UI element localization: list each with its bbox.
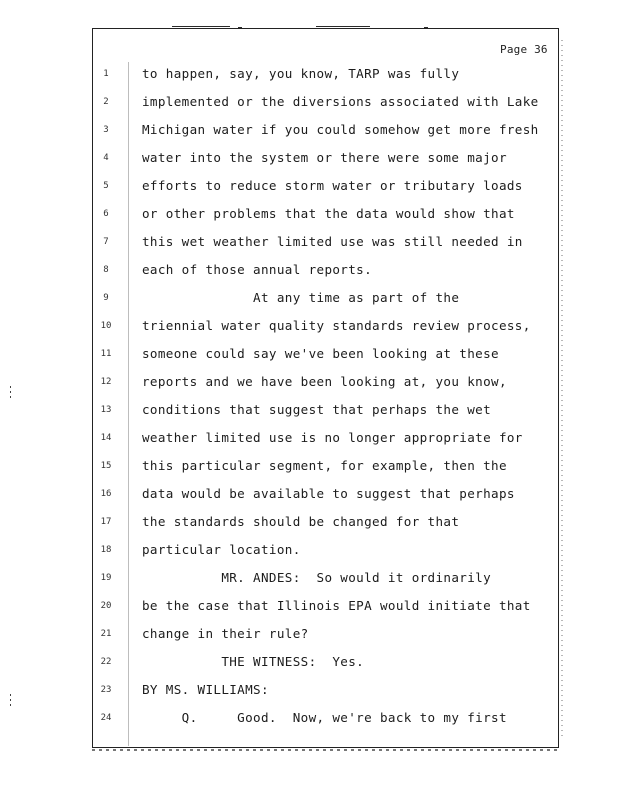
line-number: 20 [100,601,112,611]
transcript-line [98,704,558,732]
scan-edge-noise [10,694,11,708]
transcript-body [98,60,558,732]
line-number: 15 [100,461,112,471]
line-text: the standards should be changed for that [142,514,460,529]
transcript-line [98,88,558,116]
line-text: to happen, say, you know, TARP was fully [142,66,460,81]
line-text: triennial water quality standards review process, [142,318,531,333]
line-text: particular location. [142,542,301,557]
line-number: 3 [103,125,109,135]
line-number: 19 [100,573,112,583]
line-number: 24 [100,713,112,723]
line-text: reports and we have been looking at, you know, [142,374,507,389]
line-number: 9 [103,293,109,303]
transcript-line [98,228,558,256]
line-text: Michigan water if you could somehow get more fresh [142,122,539,137]
transcript-line [98,452,558,480]
transcript-line [98,368,558,396]
line-text: efforts to reduce storm water or tributary loads [142,178,523,193]
page-number: Page 36 [500,43,548,56]
line-text: or other problems that the data would show that [142,206,515,221]
line-number: 12 [100,377,112,387]
line-number: 11 [100,349,112,359]
scan-edge-noise [10,386,11,400]
line-number: 10 [100,321,112,331]
transcript-line [98,620,558,648]
transcript-line [98,256,558,284]
line-number: 18 [100,545,112,555]
line-text: water into the system or there were some major [142,150,507,165]
scan-mark [172,26,230,27]
line-text: change in their rule? [142,626,309,641]
line-number: 2 [103,97,109,107]
transcript-line [98,424,558,452]
scan-bottom-noise [92,749,559,751]
transcript-line [98,564,558,592]
transcript-line [98,592,558,620]
line-number: 22 [100,657,112,667]
line-number: 4 [103,153,109,163]
line-number: 16 [100,489,112,499]
line-text: At any time as part of the [142,290,460,305]
scan-mark [316,26,370,27]
transcript-line [98,172,558,200]
line-text: each of those annual reports. [142,262,373,277]
line-number: 1 [103,69,109,79]
line-number: 17 [100,517,112,527]
transcript-line [98,116,558,144]
line-text: BY MS. WILLIAMS: [142,682,269,697]
transcript-line [98,536,558,564]
transcript-line [98,648,558,676]
transcript-line [98,396,558,424]
line-text: weather limited use is no longer appropriate for [142,430,523,445]
line-text: Q. Good. Now, we're back to my first [142,710,507,725]
line-number: 14 [100,433,112,443]
line-text: this particular segment, for example, then the [142,458,507,473]
scan-edge-noise [561,40,563,740]
line-text: THE WITNESS: Yes. [142,654,365,669]
transcript-line [98,312,558,340]
line-text: be the case that Illinois EPA would initiate that [142,598,531,613]
line-text: implemented or the diversions associated with Lake [142,94,539,109]
line-number: 21 [100,629,112,639]
line-text: data would be available to suggest that perhaps [142,486,515,501]
line-text: someone could say we've been looking at these [142,346,499,361]
line-number: 7 [103,237,109,247]
line-text: MR. ANDES: So would it ordinarily [142,570,492,585]
line-text: this wet weather limited use was still needed in [142,234,523,249]
transcript-line [98,60,558,88]
line-text: conditions that suggest that perhaps the wet [142,402,492,417]
line-number: 5 [103,181,109,191]
line-number: 8 [103,265,109,275]
line-number: 23 [100,685,112,695]
transcript-line [98,508,558,536]
transcript-line [98,340,558,368]
transcript-line [98,144,558,172]
transcript-line [98,284,558,312]
line-number: 6 [103,209,109,219]
transcript-line [98,480,558,508]
transcript-line [98,676,558,704]
line-number: 13 [100,405,112,415]
transcript-line [98,200,558,228]
